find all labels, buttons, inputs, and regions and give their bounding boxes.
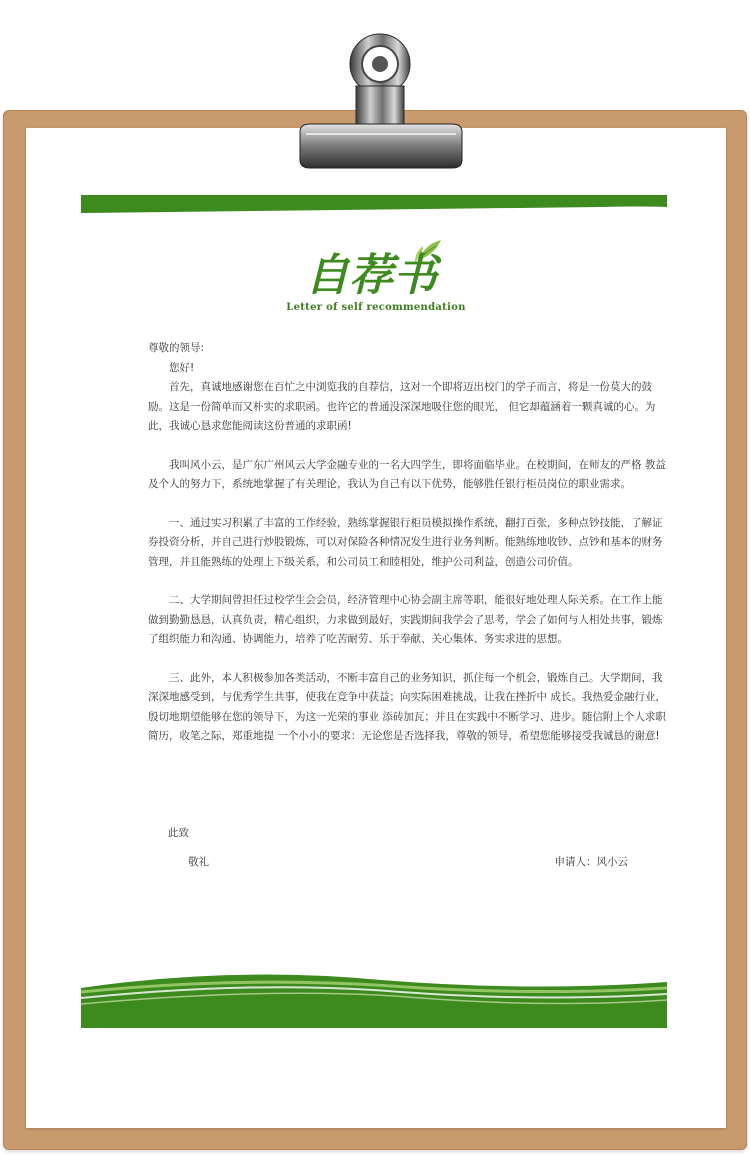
signature-row — [188, 854, 628, 869]
paragraph-intro: 首先，真诚地感谢您在百忙之中浏览我的自荐信，这对一个即将迈出校门的学子而言，将是一份莫大的鼓励。这是一份简单而又朴实的求职函。也许它的普通没深深地吸住您的眼光， 但它却蕴涵着一颗真诚的心。为此，我诚心恳求您能阅读这份普通的求职函! — [148, 381, 656, 432]
salutation: 尊敬的领导: — [148, 342, 205, 354]
paragraph-point-1: 一、通过实习积累了丰富的工作经验，熟练掌握银行柜员模拟操作系统，翻打百张，多种点钞技能，了解证券投资分析，并自己进行炒股锻炼，可以对保险各种情况发生进行业务判断。能熟练地收钞、点钞和基本的财务管理，并且能熟练的处理上下级关系，和公司员工和睦相处，维护公司利益，创造公司价值。 — [148, 516, 663, 568]
greeting: 您好! — [169, 361, 195, 374]
regards-text: 敬礼 — [188, 856, 209, 868]
signature-text: 申请人：风小云 — [554, 856, 628, 868]
paragraph-self: 我叫风小云，是广东广州风云大学金融专业的一名大四学生，即将面临毕业。在校期间，在师友的严格 教益及个人的努力下，系统地掌握了有关理论，我认为自己有以下优势，能够胜任银行柜员岗位的职业需求。 — [148, 458, 666, 490]
closing-text: 此致 — [168, 827, 189, 839]
logo-subtitle: Letter of self recommendation — [286, 302, 466, 313]
logo — [26, 238, 726, 313]
letter-body — [148, 339, 668, 747]
logo-title: 自荐书 — [305, 250, 437, 300]
paragraph-point-2: 二、大学期间曾担任过校学生会会员，经济管理中心协会副主席等职，能很好地处理人际关系。在工作上能做到勤勤恳恳，认真负责，精心组织，力求做到最好，实践期间我学会了思考，学会了如何与人相处共事，锻炼了组织能力和沟通、协调能力，培养了吃苦耐劳、乐于奉献、关心集体、务实求进的思想。 — [148, 594, 663, 645]
logo-calligraphy — [301, 238, 451, 300]
paragraph-point-3: 三、此外，本人积极参加各类活动，不断丰富自己的业务知识，抓住每一个机会，锻炼自己。大学期间，我深深地感受到，与优秀学生共事，使我在竞争中获益；向实际困难挑战，让我在挫折中 成长。我热爱金融行业，殷切地期望能够在您的领导下，为这一光荣的事业 添砖加瓦；并且在实践中不断学习、进步。随信附上个人求职简历，收笔之际，郑重地提 一个小小的要求：无论您是否选择我，尊敬的领导，希望您能够接受我诚恳的谢意! — [148, 671, 666, 742]
binder-clip — [296, 24, 466, 172]
bottom-green-wave — [81, 966, 667, 1028]
letter-sheet — [26, 128, 726, 1128]
top-green-bar — [81, 195, 667, 213]
